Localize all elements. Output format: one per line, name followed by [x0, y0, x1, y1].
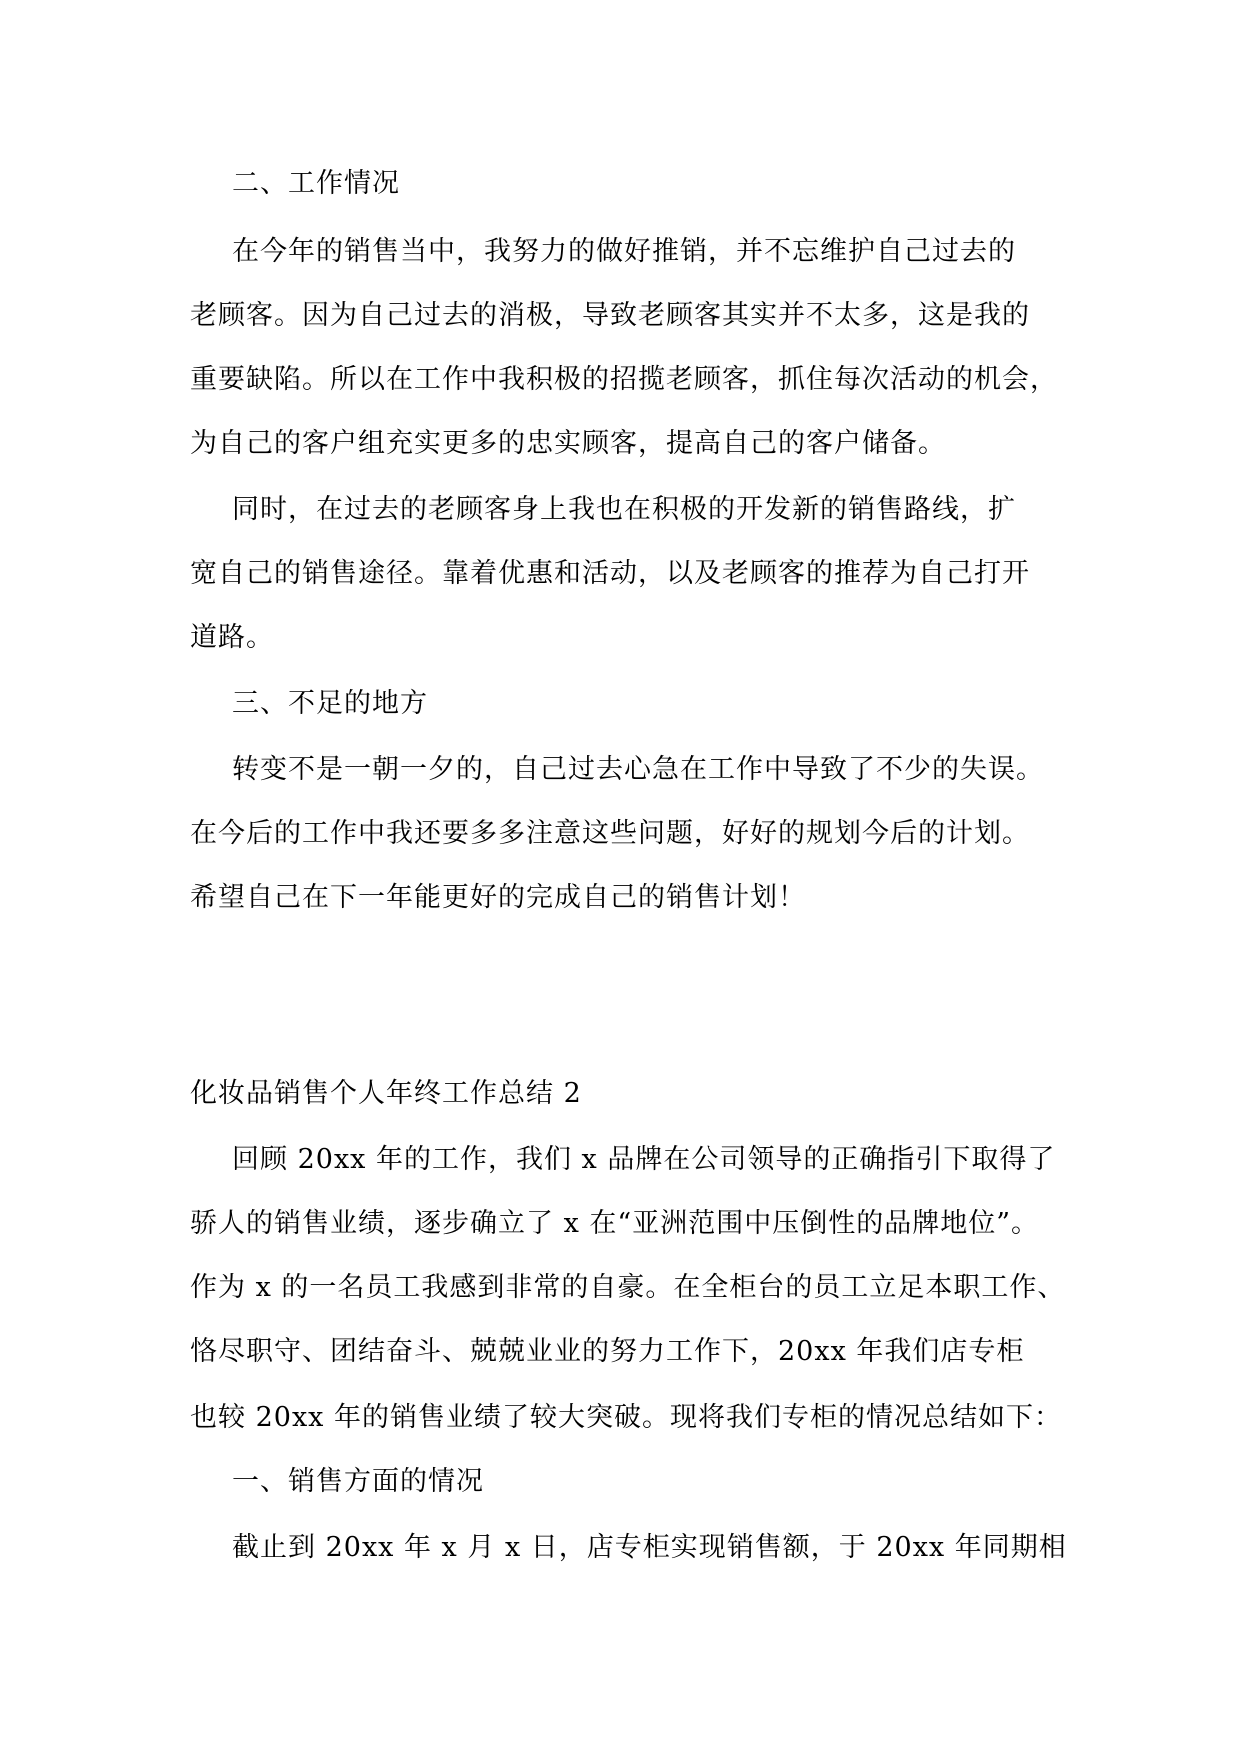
- paragraph-line: 骄人的销售业绩，逐步确立了 x 在“亚洲范围中压倒性的品牌地位”。: [190, 1208, 1039, 1239]
- section-heading-sales: 一、销售方面的情况: [232, 1466, 484, 1497]
- paragraph-line: 重要缺陷。所以在工作中我积极的招揽老顾客，抓住每次活动的机会，: [190, 364, 1058, 395]
- paragraph-line: 也较 20xx 年的销售业绩了较大突破。现将我们专柜的情况总结如下：: [190, 1402, 1062, 1433]
- section-heading-work-situation: 二、工作情况: [232, 168, 400, 199]
- paragraph-line: 为自己的客户组充实更多的忠实顾客，提高自己的客户储备。: [190, 428, 946, 459]
- paragraph-line: 恪尽职守、团结奋斗、兢兢业业的努力工作下，20xx 年我们店专柜: [190, 1336, 1025, 1367]
- paragraph-line: 作为 x 的一名员工我感到非常的自豪。在全柜台的员工立足本职工作、: [190, 1272, 1066, 1303]
- paragraph-line: 回顾 20xx 年的工作，我们 x 品牌在公司领导的正确指引下取得了: [232, 1144, 1056, 1175]
- paragraph-line: 在今后的工作中我还要多多注意这些问题，好好的规划今后的计划。: [190, 818, 1030, 849]
- paragraph-line: 希望自己在下一年能更好的完成自己的销售计划！: [190, 882, 806, 913]
- paragraph-line: 老顾客。因为自己过去的消极，导致老顾客其实并不太多，这是我的: [190, 300, 1030, 331]
- paragraph-line: 同时，在过去的老顾客身上我也在积极的开发新的销售路线，扩: [232, 494, 1016, 525]
- section-heading-shortcomings: 三、不足的地方: [232, 688, 428, 719]
- document-subtitle: 化妆品销售个人年终工作总结 2: [190, 1078, 582, 1109]
- paragraph-line: 转变不是一朝一夕的，自己过去心急在工作中导致了不少的失误。: [232, 754, 1044, 785]
- paragraph-line: 在今年的销售当中，我努力的做好推销，并不忘维护自己过去的: [232, 236, 1016, 267]
- paragraph-line: 宽自己的销售途径。靠着优惠和活动，以及老顾客的推荐为自己打开: [190, 558, 1030, 589]
- paragraph-line: 道路。: [190, 622, 274, 653]
- paragraph-line: 截止到 20xx 年 x 月 x 日，店专柜实现销售额，于 20xx 年同期相: [232, 1532, 1067, 1563]
